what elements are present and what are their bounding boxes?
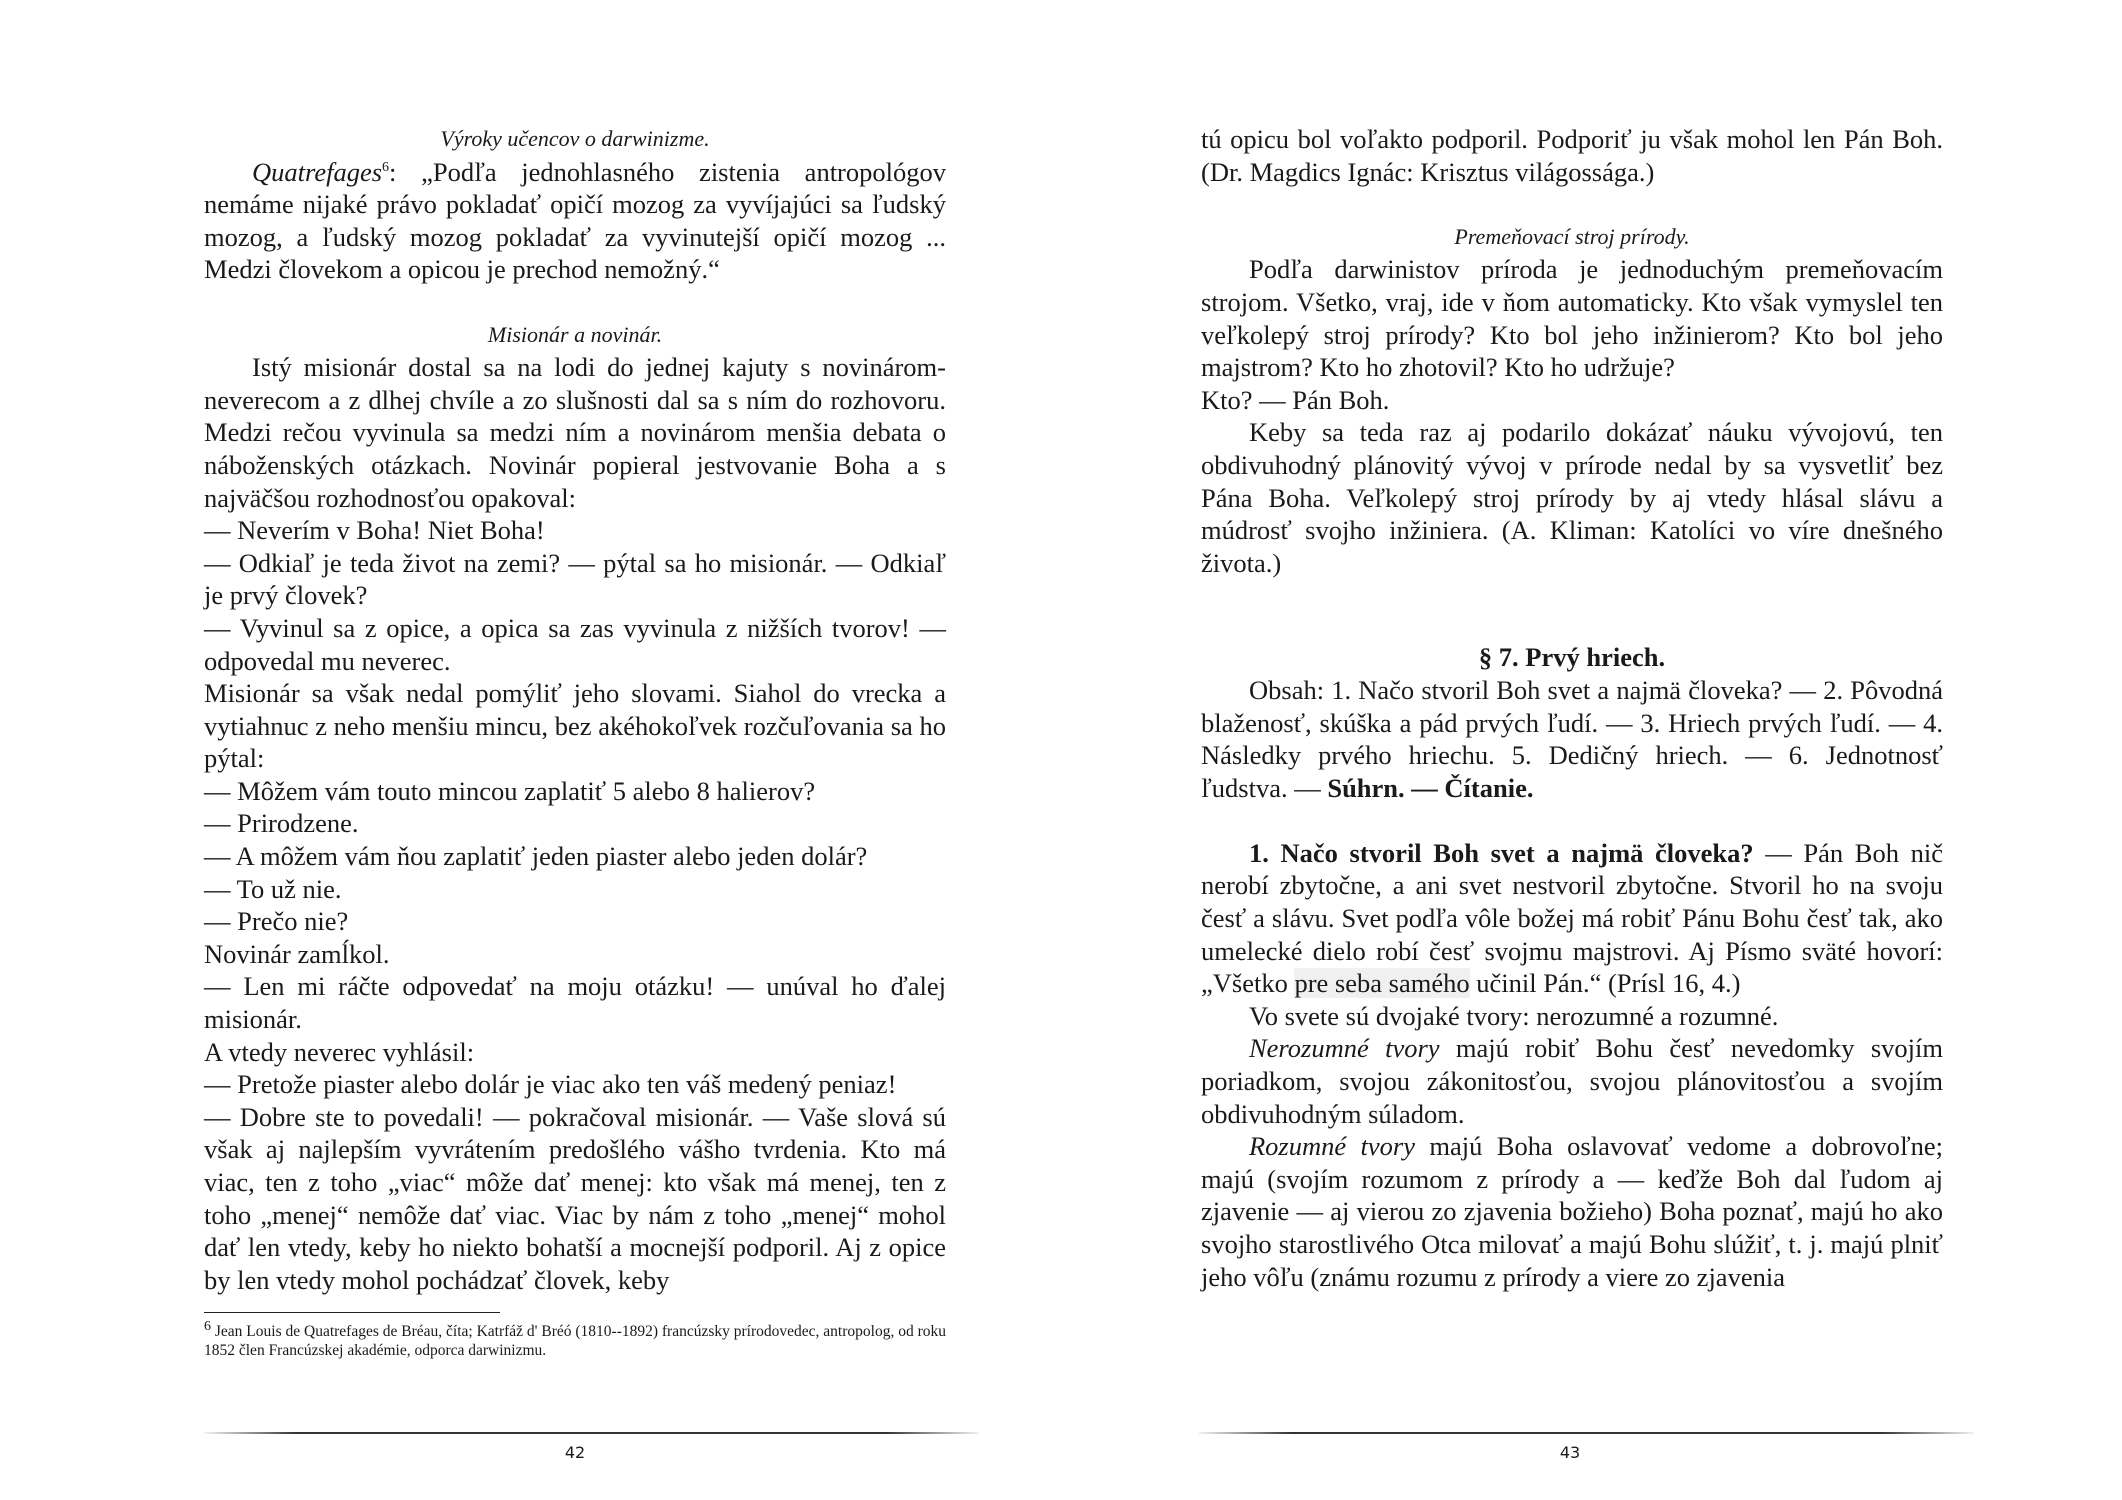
dialogue-line: — Dobre ste to povedali! — pokračoval misionár. — Vaše slová sú však aj najlepším vyvrátením predošlého vášho tvrdenia. Kto má viac, ten z toho „viac“ môže dať menej: kto však má menej, ten z toho „menej“ nemôže dať viac. Viac by nám z toho „menej“ mohol dať len vtedy, keby ho niekto bohatší a mocnejší podporil. Aj z opice by len vtedy mohol pochádzať človek, keby: [204, 1101, 946, 1295]
right-text-column: [1201, 123, 1943, 1293]
contents-paragraph: Obsah: 1. Načo stvoril Boh svet a najmä človeka? — 2. Pôvodná blaženosť, skúška a pád prvých ľudí. — 3. Hriech prvých ľudí. — 4. Následky prvého hriechu. 5. Dedičný hriech. — 6. Jednotnosť ľudstva. — Súhrn. — Čítanie.: [1201, 674, 1943, 803]
paragraph: 1. Načo stvoril Boh svet a najmä človeka? — Pán Boh nič nerobí zbytočne, a ani svet nestvoril zbytočne. Stvoril ho na svoju česť a slávu. Svet podľa vôle božej má robiť Pánu Bohu česť tak, ako umelecké dielo robí česť svojmu majstrovi. Aj Písmo sväté hovorí: „Všetko pre seba samého učinil Pán.“ (Prísl 16, 4.): [1201, 837, 1943, 999]
footnote: $^6$ Jean Louis de Quatrefages de Bréau, číta; Katrfáž d' Bréó (1810--1892) francúzsky prírodovedec, antropolog, od roku 1852 člen Francúzskej akadémie, odporca darwinizmu.: [204, 1318, 946, 1359]
dialogue-line: — To už nie.: [204, 873, 342, 904]
dialogue-line: — Neverím v Boha! Niet Boha!: [204, 515, 545, 546]
footer-divider: [204, 1432, 979, 1434]
question-heading: 1. Načo stvoril Boh svet a najmä človeka?: [1249, 837, 1754, 868]
paragraph: Kto? — Pán Boh.: [1201, 384, 1390, 415]
page-number: 43: [1559, 1443, 1581, 1462]
dialogue-line: — Prečo nie?: [204, 906, 349, 937]
left-text-column: [204, 123, 946, 1296]
dialogue-line: Novinár zamĺkol.: [204, 938, 390, 969]
dialogue-line: — Odkiaľ je teda život na zemi? — pýtal sa ho misionár. — Odkiaľ je prvý človek?: [204, 547, 946, 611]
dialogue-line: — Vyvinul sa z opice, a opica sa zas vyvinula z nižších tvorov! — odpovedal mu neverec.: [204, 612, 946, 676]
dialogue-line: — Len mi ráčte odpovedať na moju otázku! — unúval ho ďalej misionár.: [204, 971, 946, 1035]
dialogue-line: A vtedy neverec vyhlásil:: [204, 1036, 475, 1067]
highlighted-text: pre seba samého: [1294, 968, 1470, 999]
paragraph: Vo svete sú dvojaké tvory: nerozumné a rozumné.: [1249, 1000, 1779, 1031]
section-heading: Výroky učencov o darwinizme.: [440, 126, 710, 151]
footer-divider: [1199, 1432, 1974, 1434]
footnote-divider: [204, 1312, 500, 1313]
page-number: 42: [564, 1443, 586, 1462]
section-heading: Misionár a novinár.: [487, 321, 663, 347]
section-heading: Premeňovací stroj prírody.: [1454, 223, 1690, 249]
paragraph: Keby sa teda raz aj podarilo dokázať náuku vývojovú, ten obdivuhodný plánovitý vývoj v prírode nedal by sa vysvetliť bez Pána Boha. Veľkolepý stroj prírody by aj vtedy hlásal slávu a múdrosť svojho inžiniera. (A. Kliman: Katolíci vo víre dnešného života.): [1201, 417, 1943, 578]
dialogue-line: — Môžem vám touto mincou zaplatiť 5 alebo 8 halierov?: [204, 775, 816, 806]
dialogue-line: — Pretože piaster alebo dolár je viac ako ten váš medený peniaz!: [204, 1069, 897, 1100]
author-name: Quatrefages: [252, 156, 383, 187]
paragraph: tú opicu bol voľakto podporil. Podporiť ju však mohol len Pán Boh. (Dr. Magdics Ignác: Krisztus világossága.): [1201, 124, 1943, 187]
paragraph: Rozumné tvory majú Boha oslavovať vedome a dobrovoľne; majú (svojím rozumom z prírody a — keďže Boh dal ľudom aj zjavenie — aj vierou zo zjavenia božieho) Boha poznať, majú ho ako svojho starostlivého Otca milovať a majú Bohu slúžiť, t. j. majú plniť jeho vôľu (známu rozumu z prírody a viere zo zjavenia: [1201, 1131, 1943, 1292]
footnote-number: 6: [204, 1318, 211, 1334]
quatrefages-quote: Quatrefages$^6$: „Podľa jednohlasného zistenia antropológov nemáme nijaké právo pokladať opičí mozog za vyvíjajúci sa ľudský mozog, a ľudský mozog pokladať za vyvinutejší opičí mozog ... Medzi človekom a opicou je prechod nemožný.“: [204, 156, 946, 285]
right-page: [1061, 0, 2122, 1500]
dialogue-line: — Prirodzene.: [204, 808, 359, 839]
footnote-ref[interactable]: 6: [382, 159, 390, 175]
paragraph: Istý misionár dostal sa na lodi do jednej kajuty s novinárom-neverecom a z dlhej chvíle a zo slušnosti dal sa s ním do rozhovoru. Medzi rečou vyvinula sa medzi ním a novinárom menšia debata o náboženských otázkach. Novinár popieral jestvovanie Boha a s najväčšou rozhodnosťou opakoval:: [204, 352, 946, 513]
paragraph: Nerozumné tvory majú robiť Bohu česť nevedomky svojím poriadkom, svojou zákonitosťou, svojou plánovitosťou a svojím obdivuhodným súladom.: [1201, 1033, 1943, 1129]
chapter-heading: § 7. Prvý hriech.: [1478, 642, 1666, 673]
paragraph: Podľa darwinistov príroda je jednoduchým premeňovacím strojom. Všetko, vraj, ide v ňom automaticky. Kto však vymyslel ten veľkolepý stroj prírody? Kto bol jeho inžinierom? Kto bol jeho majstrom? Kto ho zhotovil? Kto ho udržuje?: [1201, 254, 1943, 383]
paragraph: Misionár sa však nedal pomýliť jeho slovami. Siahol do vrecka a vytiahnuc z neho menšiu mincu, bez akéhokoľvek rozčuľovania sa ho pýtal:: [204, 678, 946, 774]
dialogue-line: — A môžem vám ňou zaplatiť jeden piaster alebo jeden dolár?: [204, 841, 868, 872]
